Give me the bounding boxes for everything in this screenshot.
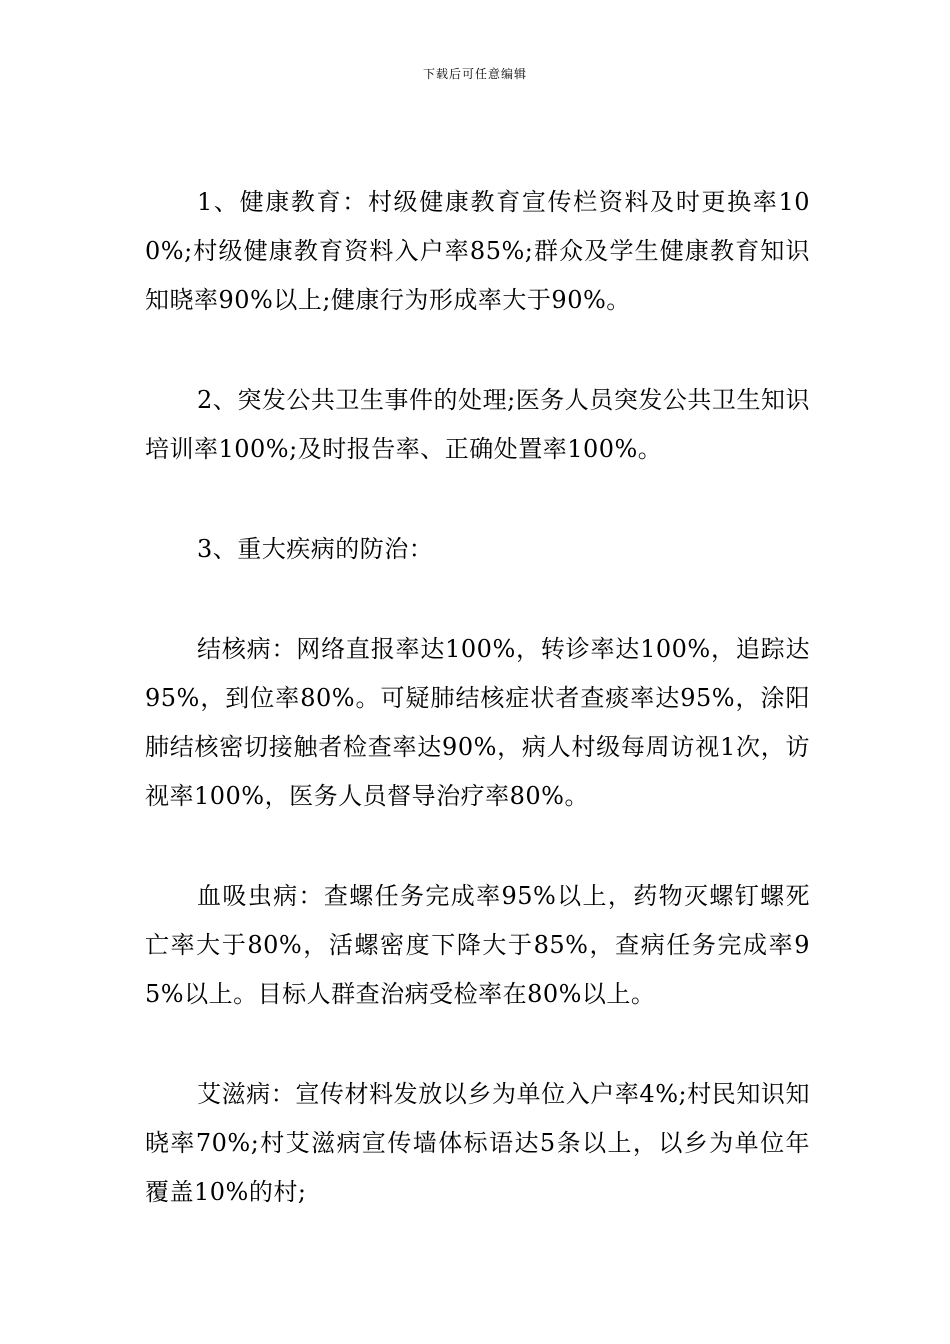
- paragraph-major-disease-heading: 3、重大疾病的防治：: [197, 535, 434, 563]
- paragraph-public-health-emergency: 2、突发公共卫生事件的处理;医务人员突发公共卫生知识培训率100%;及时报告率、正确处置率100%。: [145, 386, 810, 463]
- paragraph-health-education: 1、健康教育：村级健康教育宣传栏资料及时更换率100%;村级健康教育资料入户率85%;群众及学生健康教育知识知晓率90%以上;健康行为形成率大于90%。: [145, 188, 810, 314]
- header-note: 下载后可任意编辑: [422, 67, 527, 81]
- paragraph-tuberculosis: 结核病：网络直报率达100%，转诊率达100%，追踪达95%，到位率80%。可疑肺结核症状者查痰率达95%，涂阳肺结核密切接触者检查率达90%，病人村级每周访视1次，访视率100%，医务人员督导治疗率80%。: [145, 635, 810, 810]
- paragraph-aids: 艾滋病：宣传材料发放以乡为单位入户率4%;村民知识知晓率70%;村艾滋病宣传墙体标语达5条以上，以乡为单位年覆盖10%的村;: [145, 1080, 810, 1206]
- document-body: [145, 178, 810, 1268]
- paragraph-schistosomiasis: 血吸虫病：查螺任务完成率95%以上，药物灭螺钉螺死亡率大于80%，活螺密度下降大于85%，查病任务完成率95%以上。目标人群查治病受检率在80%以上。: [145, 882, 810, 1008]
